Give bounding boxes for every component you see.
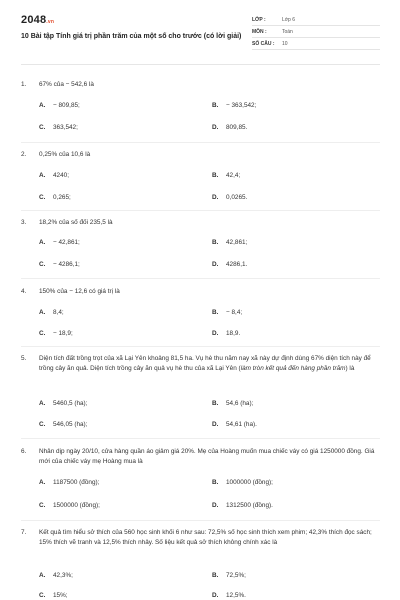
option-letter: A. [39,171,46,179]
question-stem: Nhân dịp ngày 20/10, cửa hàng quần áo giảm giá 20%. Mẹ của Hoàng muốn mua chiếc váy có giá 1250000 đồng. Giá mới của chiếc váy mẹ Hoàng mua là [39,448,375,465]
option-letter: A. [39,308,46,316]
option-c[interactable] [39,419,87,429]
option-letter: A. [39,238,46,246]
meta-key: LỚP : [252,16,266,23]
option-text: 8,4; [53,308,64,316]
question-stem: 67% của − 542,6 là [39,81,94,88]
document-title: 10 Bài tập Tính giá trị phần trăm của một số cho trước (có lời giải) [21,33,242,40]
option-letter: D. [212,501,219,509]
question-3 [21,218,383,268]
option-text: 12,5%. [226,591,246,599]
option-a[interactable] [39,477,99,487]
option-b[interactable] [212,100,256,110]
meta-row-subject [252,26,380,38]
option-text: − 363,542; [226,101,257,109]
question-divider [21,278,380,279]
option-letter: D. [212,420,219,428]
option-letter: A. [39,478,46,486]
option-text: 42,3%; [53,571,73,579]
option-d[interactable] [212,259,247,269]
option-a[interactable] [39,570,73,580]
option-text: 4240; [53,171,69,179]
option-b[interactable] [212,307,242,317]
option-text: − 8,4; [226,308,243,316]
meta-row-class [252,14,380,26]
option-a[interactable] [39,170,69,180]
question-divider [21,438,380,439]
option-letter: C. [39,193,46,201]
option-c[interactable] [39,328,73,338]
option-letter: D. [212,329,219,337]
question-number: 3. [21,219,27,226]
question-divider [21,210,380,211]
option-letter: D. [212,193,219,201]
question-number: 6. [21,448,27,455]
option-d[interactable] [212,419,257,429]
option-letter: D. [212,260,219,268]
option-text: 72,5%; [226,571,246,579]
question-divider [21,142,380,143]
option-text: − 4286,1; [53,260,80,268]
header-divider [21,64,380,65]
option-text: 363,542; [53,123,78,131]
option-text: 1000000 (đồng); [226,478,273,486]
option-letter: C. [39,329,46,337]
option-letter: C. [39,420,46,428]
meta-value: Lớp 6 [282,16,296,23]
option-c[interactable] [39,590,68,600]
option-c[interactable] [39,500,100,510]
stem-italic-text: làm tròn kết quả đến hàng phần trăm [240,364,346,372]
option-text: − 42,861; [53,238,80,246]
option-c[interactable] [39,259,80,269]
question-stem: Kết quả tìm hiểu sở thích của 560 học sinh khối 6 như sau: 72,5% số học sinh thích xem phim; 42,3% thích đọc sách; 15% thích vẽ tranh và 12,5% thích nhảy. Số liệu kết quả sở thích không chính xác là [39,529,372,546]
option-a[interactable] [39,100,80,110]
option-d[interactable] [212,192,247,202]
option-letter: C. [39,260,46,268]
option-text: 1500000 (đồng); [53,501,100,509]
option-text: 42,4; [226,171,241,179]
option-a[interactable] [39,398,87,408]
option-text: − 18,9; [53,329,73,337]
option-b[interactable] [212,570,246,580]
meta-value: 10 [282,40,288,47]
option-text: 54,6 (ha); [226,399,254,407]
option-letter: A. [39,399,46,407]
question-divider [21,346,380,347]
option-text: 809,85. [226,123,248,131]
meta-key: SỐ CÂU : [252,40,275,47]
meta-panel [252,14,380,50]
logo-suffix: .vn [46,19,55,25]
option-a[interactable] [39,307,64,317]
option-letter: B. [212,171,219,179]
question-divider [21,520,380,521]
option-text: 1312500 (đồng). [226,501,273,509]
option-letter: C. [39,123,46,131]
question-stem: 18,2% của số đối 235,5 là [39,219,113,226]
option-text: 0,0265. [226,193,248,201]
option-letter: D. [212,123,219,131]
option-letter: D. [212,591,219,599]
option-c[interactable] [39,122,78,132]
option-letter: A. [39,571,46,579]
question-stem [39,354,383,373]
option-letter: B. [212,308,219,316]
option-d[interactable] [212,328,240,338]
option-letter: B. [212,238,219,246]
option-text: − 809,85; [53,101,80,109]
stem-text: ) là [345,364,355,372]
meta-value: Toán [282,28,293,35]
option-d[interactable] [212,500,273,510]
option-a[interactable] [39,237,80,247]
option-letter: A. [39,101,46,109]
option-text: 0,265; [53,193,71,201]
question-7 [21,528,383,599]
option-text: 18,9. [226,329,241,337]
option-text: 42,861; [226,238,248,246]
site-logo[interactable] [21,14,54,26]
question-number: 1. [21,81,27,88]
option-letter: C. [39,591,46,599]
option-letter: B. [212,399,219,407]
question-number: 4. [21,288,27,295]
option-d[interactable] [212,590,246,600]
option-letter: B. [212,571,219,579]
option-d[interactable] [212,122,247,132]
option-b[interactable] [212,170,240,180]
question-stem: 0,25% của 10,6 là [39,151,91,158]
question-4 [21,287,383,337]
option-text: 15%; [53,591,68,599]
stem-text: Diện tích đất trồng trọt của xã Lại Yên khoảng 81,5 ha. Vụ hè thu năm nay xã này dự định dùng 67% diện tích này để trồng cây ăn quả. Diện tích trồng cây ăn quả vụ hè thu của xã Lại Yên ( [39,355,371,372]
option-letter: C. [39,501,46,509]
option-letter: B. [212,478,219,486]
question-5 [21,354,383,428]
option-b[interactable] [212,477,273,487]
meta-key: MÔN : [252,28,267,35]
option-text: 1187500 (đồng); [53,478,100,486]
question-6 [21,447,383,509]
logo-text: 2048 [21,14,47,26]
option-text: 4286,1. [226,260,248,268]
option-b[interactable] [212,398,253,408]
question-stem: 150% của − 12,6 có giá trị là [39,288,120,295]
option-letter: B. [212,101,219,109]
meta-row-count [252,38,380,50]
question-number: 2. [21,151,27,158]
option-b[interactable] [212,237,247,247]
option-c[interactable] [39,192,71,202]
question-1 [21,80,383,131]
question-number: 5. [21,355,27,362]
option-text: 5460,5 (ha); [53,399,88,407]
option-text: 54,61 (ha). [226,420,257,428]
question-number: 7. [21,529,27,536]
option-text: 546,05 (ha); [53,420,88,428]
question-2 [21,150,383,201]
